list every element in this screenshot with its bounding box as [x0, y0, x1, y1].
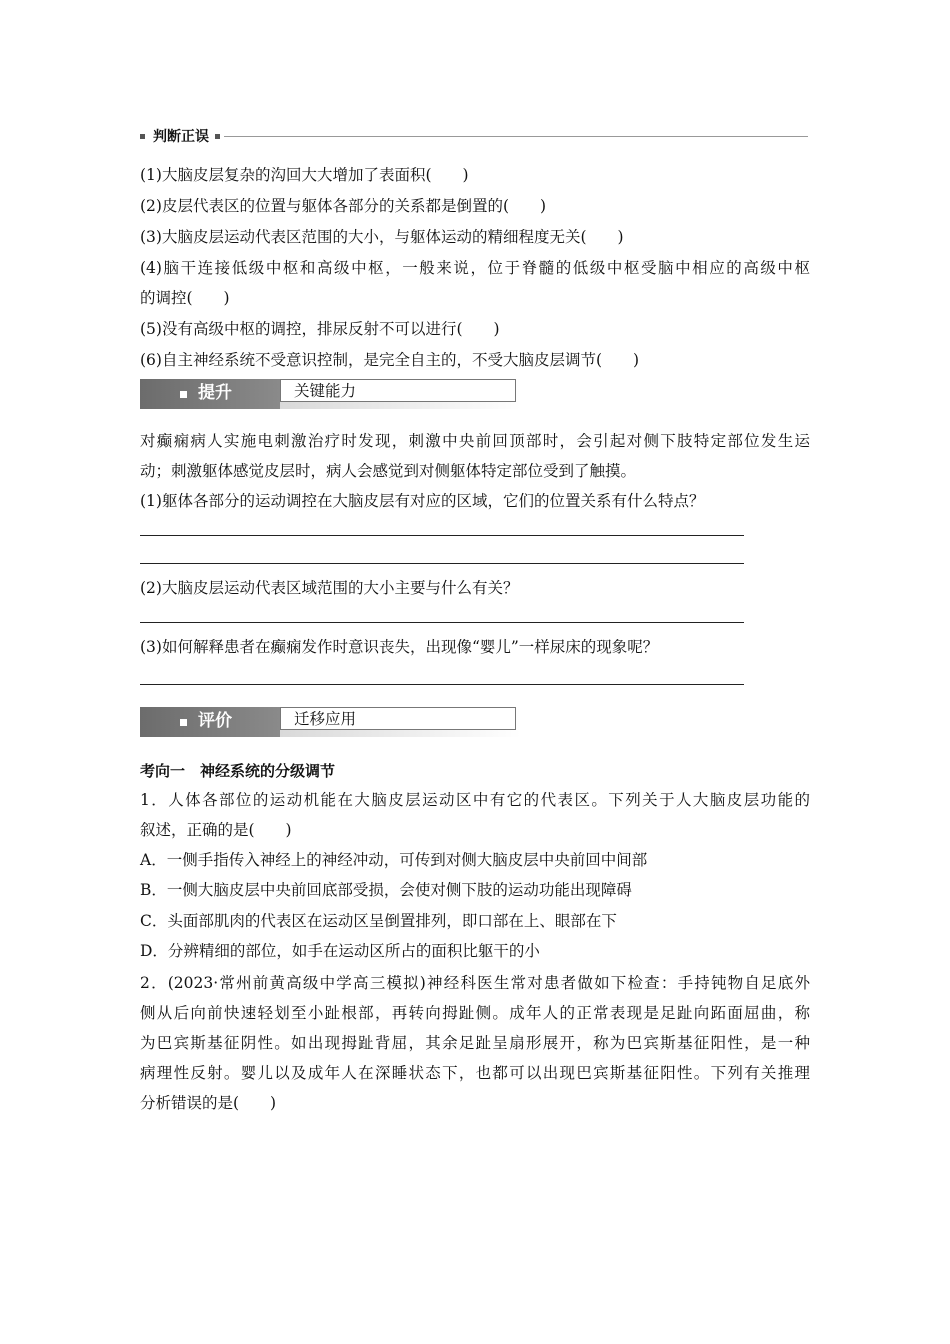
question-1-option-d: D．分辨精细的部位，如手在运动区所占的面积比躯干的小 — [140, 942, 540, 960]
square-bullet-icon — [215, 134, 220, 139]
judge-item-5: (5)没有高级中枢的调控，排尿反射不可以进行( ) — [140, 320, 500, 338]
section-title: 判断正误 — [153, 129, 209, 145]
question-1-option-b: B．一侧大脑皮层中央前回底部受损，会使对侧下肢的运动功能出现障碍 — [140, 881, 632, 899]
improve-question-3: (3)如何解释患者在癫痫发作时意识丧失，出现像“婴儿”一样尿床的现象呢？ — [140, 638, 659, 656]
improve-question-1: (1)躯体各部分的运动调控在大脑皮层有对应的区域，它们的位置关系有什么特点？ — [140, 492, 705, 510]
banner-tag: 关键能力 — [294, 382, 357, 400]
question-1-cont: 叙述，正确的是( ) — [140, 821, 292, 839]
question-1: 1．人体各部位的运动机能在大脑皮层运动区中有它的代表区。下列关于人大脑皮层功能的 — [140, 791, 810, 809]
judge-item-6: (6)自主神经系统不受意识控制，是完全自主的，不受大脑皮层调节( ) — [140, 351, 640, 369]
judge-item-4-cont: 的调控( ) — [140, 289, 230, 307]
banner-title: 评价 — [198, 711, 232, 731]
answer-line — [140, 563, 744, 564]
question-1-option-a: A．一侧手指传入神经上的神经冲动，可传到对侧大脑皮层中央前回中间部 — [140, 851, 648, 869]
banner-title: 提升 — [198, 383, 232, 403]
improve-intro-cont: 动；刺激躯体感觉皮层时，病人会感觉到对侧躯体特定部位受到了触摸。 — [140, 462, 637, 480]
square-bullet-icon — [180, 391, 187, 398]
banner-tag: 迁移应用 — [294, 710, 357, 728]
judge-section-header — [140, 127, 808, 145]
judge-item-1: (1)大脑皮层复杂的沟回大大增加了表面积( ) — [140, 166, 469, 184]
improve-banner — [140, 379, 521, 409]
direction-title: 考向一 神经系统的分级调节 — [140, 762, 336, 780]
answer-line — [140, 622, 744, 623]
answer-line — [140, 684, 744, 685]
improve-question-2: (2)大脑皮层运动代表区域范围的大小主要与什么有关？ — [140, 579, 519, 597]
question-2: 2．(2023·常州前黄高级中学高三模拟)神经科医生常对患者做如下检查：手持钝物自足底外 — [140, 974, 810, 992]
evaluation-banner — [140, 707, 521, 737]
square-bullet-icon — [140, 134, 145, 139]
question-2-cont: 病理性反射。婴儿以及成年人在深睡状态下，也都可以出现巴宾斯基征阳性。下列有关推理 — [140, 1064, 810, 1082]
question-2-cont: 分析错误的是( ) — [140, 1094, 277, 1112]
question-1-option-c: C．头面部肌肉的代表区在运动区呈倒置排列，即口部在上、眼部在下 — [140, 912, 617, 930]
judge-item-3: (3)大脑皮层运动代表区范围的大小，与躯体运动的精细程度无关( ) — [140, 228, 624, 246]
improve-intro: 对癫痫病人实施电刺激治疗时发现，刺激中央前回顶部时，会引起对侧下肢特定部位发生运 — [140, 432, 810, 450]
judge-item-2: (2)皮层代表区的位置与躯体各部分的关系都是倒置的( ) — [140, 197, 547, 215]
square-bullet-icon — [180, 719, 187, 726]
divider — [224, 136, 808, 137]
question-2-cont: 侧从后向前快速轻划至小趾根部，再转向拇趾侧。成年人的正常表现是足趾向跖面屈曲，称 — [140, 1004, 810, 1022]
question-2-cont: 为巴宾斯基征阴性。如出现拇趾背屈，其余足趾呈扇形展开，称为巴宾斯基征阳性，是一种 — [140, 1034, 810, 1052]
judge-item-4: (4)脑干连接低级中枢和高级中枢，一般来说，位于脊髓的低级中枢受脑中相应的高级中枢 — [140, 259, 810, 277]
answer-line — [140, 535, 744, 536]
